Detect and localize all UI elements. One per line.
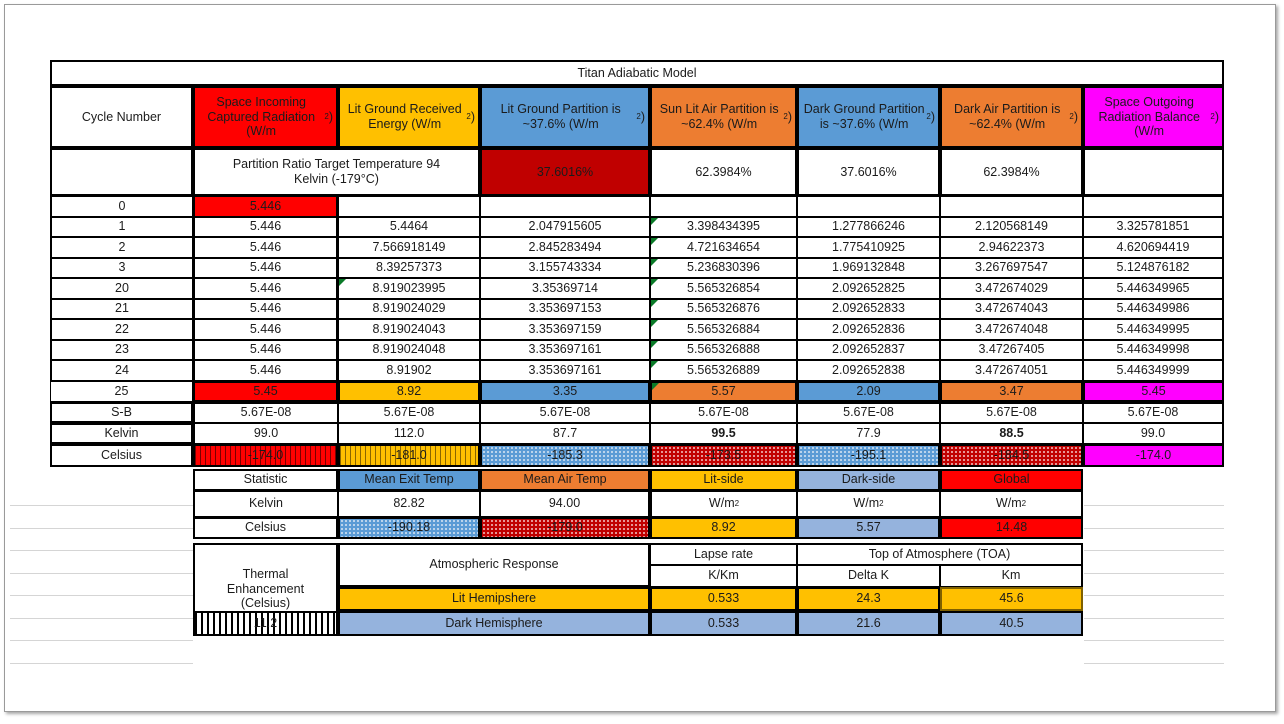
data-cell-r24-lit_ground_part: 3.353697161 <box>480 360 650 381</box>
row25-lit_ground_part: 3.35 <box>480 381 650 402</box>
data-cell-r24-cycle: 24 <box>50 360 193 381</box>
comment-marker-icon <box>651 279 658 286</box>
data-cell-r0-lit_ground_part <box>480 196 650 217</box>
stat-celsius-global: 14.48 <box>940 517 1083 539</box>
comment-marker-icon <box>651 218 658 225</box>
stat-header-mean-air: Mean Air Temp <box>480 469 650 491</box>
data-cell-r22-dark_ground: 2.092652836 <box>797 319 940 340</box>
column-header-lit_ground_rx: Lit Ground Received Energy (W/m 2 ) <box>338 86 480 148</box>
data-cell-r1-lit_ground_part: 2.047915605 <box>480 217 650 238</box>
data-cell-r21-lit_ground_part: 3.353697153 <box>480 299 650 320</box>
data-cell-r0-space_out <box>1083 196 1224 217</box>
background-gridline <box>1084 618 1224 619</box>
kelvin-value-4: 77.9 <box>797 423 940 444</box>
stat-celsius-lit: 8.92 <box>650 517 797 539</box>
partition-value-1: 62.3984% <box>650 148 797 196</box>
data-cell-r1-cycle: 1 <box>50 217 193 238</box>
background-gridline <box>1084 640 1224 641</box>
stat-header-global: Global <box>940 469 1083 491</box>
data-cell-r22-lit_ground_rx: 8.919024043 <box>338 319 480 340</box>
partition-value-3: 62.3984% <box>940 148 1083 196</box>
column-header-dark_air: Dark Air Partition is ~62.4% (W/m 2 ) <box>940 86 1083 148</box>
toa-km-unit: Km <box>940 565 1083 587</box>
data-cell-r24-dark_air: 3.472674051 <box>940 360 1083 381</box>
thermal-enhancement-value: 11.2 <box>193 611 338 636</box>
background-gridline <box>10 663 193 664</box>
sb-row-label: S-B <box>50 402 193 423</box>
table-title: Titan Adiabatic Model <box>50 60 1224 86</box>
data-cell-r24-lit_ground_rx: 8.91902 <box>338 360 480 381</box>
column-header-space_in: Space Incoming Captured Radiation (W/m 2 ) <box>193 86 338 148</box>
sb-value-0: 5.67E-08 <box>193 402 338 423</box>
partition-value-0: 37.6016% <box>480 148 650 196</box>
data-cell-r22-dark_air: 3.472674048 <box>940 319 1083 340</box>
data-cell-r22-space_out: 5.446349995 <box>1083 319 1224 340</box>
dark-hemisphere-label: Dark Hemisphere <box>338 611 650 636</box>
data-cell-r23-dark_ground: 2.092652837 <box>797 340 940 361</box>
background-gridline <box>1084 595 1224 596</box>
celsius-value-0: -174.0 <box>193 444 338 467</box>
lit-hemisphere-lapse: 0.533 <box>650 587 797 611</box>
data-cell-r3-lit_ground_rx: 8.39257373 <box>338 258 480 279</box>
data-cell-r22-cycle: 22 <box>50 319 193 340</box>
data-cell-r20-cycle: 20 <box>50 278 193 299</box>
data-cell-r0-lit_ground_rx <box>338 196 480 217</box>
thermal-enhancement-label: Thermal Enhancement (Celsius) <box>193 543 338 636</box>
lit-hemisphere-label: Lit Hemipshere <box>338 587 650 611</box>
data-cell-r24-dark_ground: 2.092652838 <box>797 360 940 381</box>
celsius-value-1: -181.0 <box>338 444 480 467</box>
celsius-value-5: -184.5 <box>940 444 1083 467</box>
stat-kelvin-lit-unit: W/m 2 <box>650 491 797 517</box>
comment-marker-icon <box>651 361 658 368</box>
data-cell-r1-space_out: 3.325781851 <box>1083 217 1224 238</box>
sb-value-4: 5.67E-08 <box>797 402 940 423</box>
data-cell-r0-dark_air <box>940 196 1083 217</box>
partition-ratio-note: Partition Ratio Target Temperature 94 Kelvin (-179°C) <box>193 148 480 196</box>
row25-dark_ground: 2.09 <box>797 381 940 402</box>
toa-header: Top of Atmosphere (TOA) <box>797 543 1083 565</box>
celsius-value-4: -195.1 <box>797 444 940 467</box>
column-header-cycle: Cycle Number <box>50 86 193 148</box>
data-cell-r21-space_out: 5.446349986 <box>1083 299 1224 320</box>
data-cell-r23-lit_ground_rx: 8.919024048 <box>338 340 480 361</box>
data-cell-r24-sun_lit_air: 5.565326889 <box>650 360 797 381</box>
sb-value-1: 5.67E-08 <box>338 402 480 423</box>
stat-celsius-mean-air: -179.0 <box>480 517 650 539</box>
data-cell-r3-lit_ground_part: 3.155743334 <box>480 258 650 279</box>
data-cell-r2-cycle: 2 <box>50 237 193 258</box>
kelvin-value-5: 88.5 <box>940 423 1083 444</box>
data-cell-r21-cycle: 21 <box>50 299 193 320</box>
data-cell-r23-cycle: 23 <box>50 340 193 361</box>
data-cell-r2-dark_ground: 1.775410925 <box>797 237 940 258</box>
stat-kelvin-label: Kelvin <box>193 491 338 517</box>
data-cell-r2-space_out: 4.620694419 <box>1083 237 1224 258</box>
data-cell-r3-dark_air: 3.267697547 <box>940 258 1083 279</box>
data-cell-r23-space_out: 5.446349998 <box>1083 340 1224 361</box>
dark-hemisphere-lapse: 0.533 <box>650 611 797 636</box>
data-cell-r2-dark_air: 2.94622373 <box>940 237 1083 258</box>
column-header-space_out: Space Outgoing Radiation Balance (W/m 2 ) <box>1083 86 1224 148</box>
data-cell-r2-space_in: 5.446 <box>193 237 338 258</box>
data-cell-r20-space_in: 5.446 <box>193 278 338 299</box>
stat-kelvin-global-unit: W/m 2 <box>940 491 1083 517</box>
kelvin-value-2: 87.7 <box>480 423 650 444</box>
data-cell-r20-sun_lit_air: 5.565326854 <box>650 278 797 299</box>
kelvin-row-label: Kelvin <box>50 423 193 444</box>
background-gridline <box>10 595 193 596</box>
data-cell-r3-dark_ground: 1.969132848 <box>797 258 940 279</box>
data-cell-r24-space_out: 5.446349999 <box>1083 360 1224 381</box>
data-cell-r21-space_in: 5.446 <box>193 299 338 320</box>
celsius-value-2: -185.3 <box>480 444 650 467</box>
data-cell-r21-dark_ground: 2.092652833 <box>797 299 940 320</box>
lit-hemisphere-km: 45.6 <box>940 587 1083 611</box>
comment-marker-icon <box>651 238 658 245</box>
comment-marker-icon <box>651 300 658 307</box>
background-gridline <box>10 640 193 641</box>
data-cell-r20-space_out: 5.446349965 <box>1083 278 1224 299</box>
stat-kelvin-dark-unit: W/m 2 <box>797 491 940 517</box>
data-cell-r2-lit_ground_part: 2.845283494 <box>480 237 650 258</box>
data-cell-r1-space_in: 5.446 <box>193 217 338 238</box>
data-cell-r1-sun_lit_air: 3.398434395 <box>650 217 797 238</box>
data-cell-r21-lit_ground_rx: 8.919024029 <box>338 299 480 320</box>
kelvin-value-1: 112.0 <box>338 423 480 444</box>
background-gridline <box>1084 550 1224 551</box>
comment-marker-icon <box>651 259 658 266</box>
stat-header-label: Statistic <box>193 469 338 491</box>
column-header-dark_ground: Dark Ground Partition is ~37.6% (W/m 2 ) <box>797 86 940 148</box>
stat-header-mean-exit: Mean Exit Temp <box>338 469 480 491</box>
celsius-value-6: -174.0 <box>1083 444 1224 467</box>
data-cell-r3-sun_lit_air: 5.236830396 <box>650 258 797 279</box>
row25-lit_ground_rx: 8.92 <box>338 381 480 402</box>
row25-cycle: 25 <box>50 381 193 402</box>
celsius-value-3: -173.5 <box>650 444 797 467</box>
data-cell-r0-space_in: 5.446 <box>193 196 338 217</box>
comment-marker-icon <box>651 341 658 348</box>
data-cell-r3-space_in: 5.446 <box>193 258 338 279</box>
data-cell-r23-dark_air: 3.47267405 <box>940 340 1083 361</box>
data-cell-r1-dark_ground: 1.277866246 <box>797 217 940 238</box>
row25-dark_air: 3.47 <box>940 381 1083 402</box>
data-cell-r20-dark_air: 3.472674029 <box>940 278 1083 299</box>
partition-row-blank <box>50 148 193 196</box>
kelvin-value-0: 99.0 <box>193 423 338 444</box>
background-gridline <box>10 573 193 574</box>
data-cell-r24-space_in: 5.446 <box>193 360 338 381</box>
row25-space_out: 5.45 <box>1083 381 1224 402</box>
data-cell-r20-lit_ground_part: 3.35369714 <box>480 278 650 299</box>
data-cell-r23-space_in: 5.446 <box>193 340 338 361</box>
kelvin-value-6: 99.0 <box>1083 423 1224 444</box>
lapse-rate-unit: K/Km <box>650 565 797 587</box>
stat-header-dark: Dark-side <box>797 469 940 491</box>
stat-kelvin-mean-air: 94.00 <box>480 491 650 517</box>
row25-space_in: 5.45 <box>193 381 338 402</box>
column-header-lit_ground_part: Lit Ground Partition is ~37.6% (W/m 2 ) <box>480 86 650 148</box>
atmospheric-response-label: Atmospheric Response <box>338 543 650 587</box>
data-cell-r3-cycle: 3 <box>50 258 193 279</box>
data-cell-r2-sun_lit_air: 4.721634654 <box>650 237 797 258</box>
partition-value-2: 37.6016% <box>797 148 940 196</box>
data-cell-r21-dark_air: 3.472674043 <box>940 299 1083 320</box>
background-gridline <box>10 528 193 529</box>
data-cell-r22-lit_ground_part: 3.353697159 <box>480 319 650 340</box>
celsius-row-label: Celsius <box>50 444 193 467</box>
background-gridline <box>1084 663 1224 664</box>
comment-marker-icon <box>652 383 659 390</box>
data-cell-r23-lit_ground_part: 3.353697161 <box>480 340 650 361</box>
comment-marker-icon <box>339 279 346 286</box>
data-cell-r1-dark_air: 2.120568149 <box>940 217 1083 238</box>
data-cell-r3-space_out: 5.124876182 <box>1083 258 1224 279</box>
data-cell-r2-lit_ground_rx: 7.566918149 <box>338 237 480 258</box>
comment-marker-icon <box>651 320 658 327</box>
data-cell-r0-cycle: 0 <box>50 196 193 217</box>
background-gridline <box>1084 505 1224 506</box>
background-gridline <box>1084 528 1224 529</box>
background-gridline <box>10 505 193 506</box>
background-gridline <box>10 618 193 619</box>
stat-header-lit: Lit-side <box>650 469 797 491</box>
dark-hemisphere-km: 40.5 <box>940 611 1083 636</box>
data-cell-r0-sun_lit_air <box>650 196 797 217</box>
data-cell-r20-dark_ground: 2.092652825 <box>797 278 940 299</box>
sb-value-3: 5.67E-08 <box>650 402 797 423</box>
kelvin-value-3: 99.5 <box>650 423 797 444</box>
sb-value-2: 5.67E-08 <box>480 402 650 423</box>
toa-delta-unit: Delta K <box>797 565 940 587</box>
data-cell-r20-lit_ground_rx: 8.919023995 <box>338 278 480 299</box>
background-gridline <box>10 550 193 551</box>
background-gridline <box>1084 573 1224 574</box>
row25-sun_lit_air: 5.57 <box>650 381 797 402</box>
stat-celsius-dark: 5.57 <box>797 517 940 539</box>
sb-value-5: 5.67E-08 <box>940 402 1083 423</box>
data-cell-r22-space_in: 5.446 <box>193 319 338 340</box>
data-cell-r22-sun_lit_air: 5.565326884 <box>650 319 797 340</box>
data-cell-r1-lit_ground_rx: 5.4464 <box>338 217 480 238</box>
stat-kelvin-mean-exit: 82.82 <box>338 491 480 517</box>
sb-value-6: 5.67E-08 <box>1083 402 1224 423</box>
data-cell-r0-dark_ground <box>797 196 940 217</box>
data-cell-r23-sun_lit_air: 5.565326888 <box>650 340 797 361</box>
dark-hemisphere-delta: 21.6 <box>797 611 940 636</box>
stat-celsius-mean-exit: -190.18 <box>338 517 480 539</box>
data-cell-r21-sun_lit_air: 5.565326876 <box>650 299 797 320</box>
lit-hemisphere-delta: 24.3 <box>797 587 940 611</box>
lapse-rate-header: Lapse rate <box>650 543 797 565</box>
partition-value-4 <box>1083 148 1224 196</box>
column-header-sun_lit_air: Sun Lit Air Partition is ~62.4% (W/m 2 ) <box>650 86 797 148</box>
stat-celsius-label: Celsius <box>193 517 338 539</box>
